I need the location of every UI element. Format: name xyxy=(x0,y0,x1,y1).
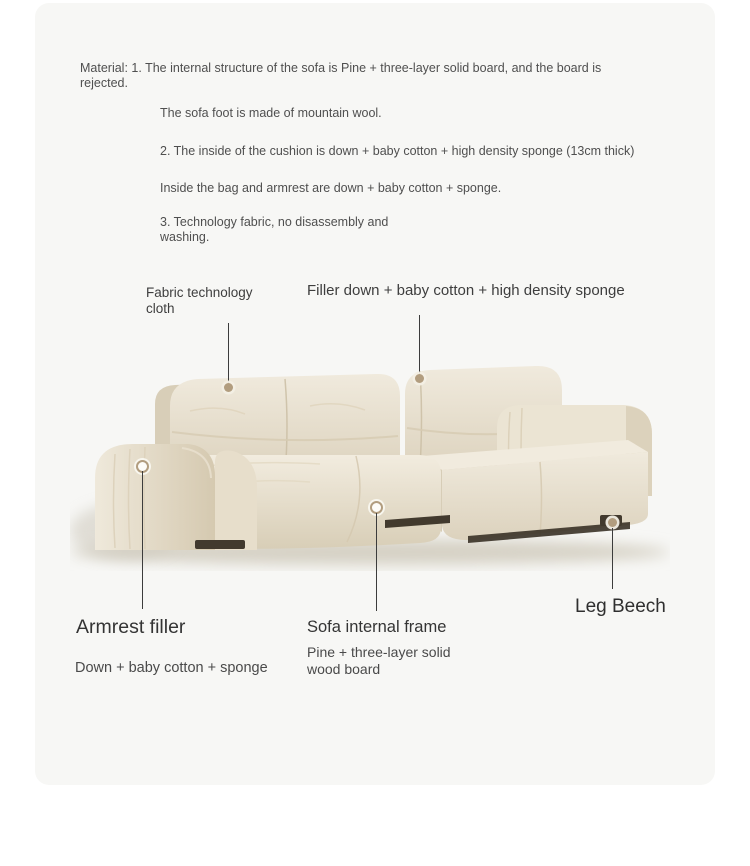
material-note-sofa-foot: The sofa foot is made of mountain wool. xyxy=(160,106,382,120)
callout-title-armrest-filler: Armrest filler xyxy=(76,616,186,638)
material-note-cushion: 2. The inside of the cushion is down + baby cotton + high density sponge (13cm thick) xyxy=(160,144,635,158)
callout-line-filler xyxy=(419,315,420,375)
callout-subtitle-armrest-filler: Down + baby cotton + sponge xyxy=(75,660,268,676)
callout-label-fabric-cloth: Fabric technology cloth xyxy=(146,285,253,316)
material-note-fabric: 3. Technology fabric, no disassembly and washing. xyxy=(160,215,389,244)
sofa-product-image xyxy=(70,356,670,571)
callout-title-leg-beech: Leg Beech xyxy=(575,596,666,617)
callout-line-fabric-cloth xyxy=(228,323,229,384)
callout-title-internal-frame: Sofa internal frame xyxy=(307,618,447,636)
callout-subtitle-internal-frame: Pine + three-layer solid wood board xyxy=(307,644,451,677)
callout-line-armrest-filler xyxy=(142,471,143,609)
callout-line-internal-frame xyxy=(376,513,377,611)
callout-dot-filler xyxy=(415,374,424,383)
callout-dot-fabric-cloth xyxy=(224,383,233,392)
sofa-chaise-ottoman xyxy=(422,440,648,543)
callout-line-leg-beech xyxy=(612,528,613,589)
material-note-bag-armrest: Inside the bag and armrest are down + baby cotton + sponge. xyxy=(160,181,502,195)
sofa-armrest-cushion xyxy=(215,450,257,550)
sofa-left-armrest xyxy=(95,444,215,550)
material-intro-text: Material: 1. The internal structure of the sofa is Pine + three-layer solid board, and the board is rejected. xyxy=(80,61,602,90)
callout-label-filler: Filler down + baby cotton + high density sponge xyxy=(307,282,625,299)
callout-dot-leg-beech xyxy=(608,518,617,527)
